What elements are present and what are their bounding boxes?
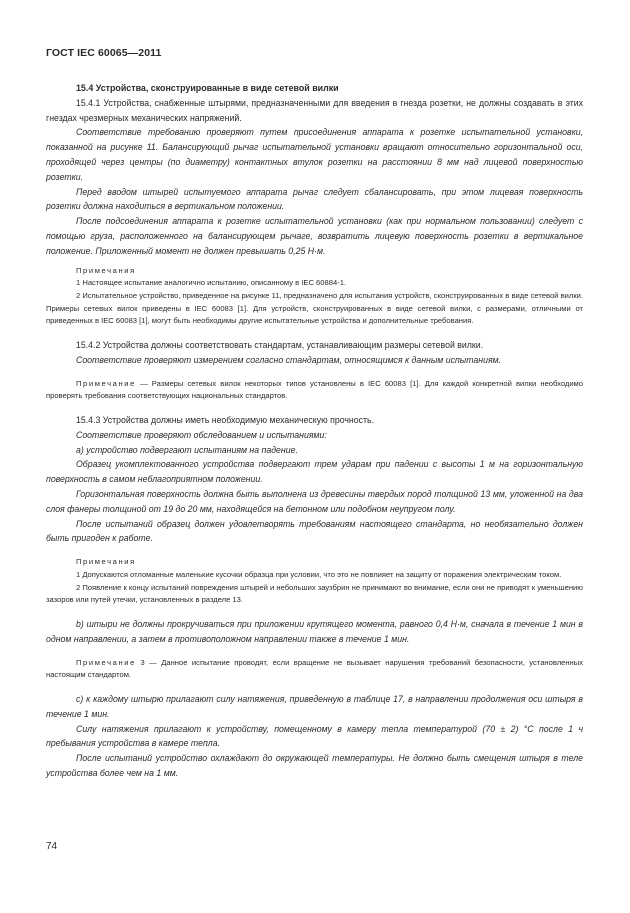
page-body xyxy=(46,81,583,781)
note xyxy=(46,657,583,682)
note: 1 Допускаются отломанные маленькие кусочки образца при условии, что это не повлияет на защиту от поражения электрическим током. xyxy=(76,569,562,579)
note-label: Примечание xyxy=(76,378,136,388)
paragraph: Горизонтальная поверхность должна быть выполнена из древесины твердых пород толщиной 13 мм, уложенной на два слоя фанеры толщиной от 19 до 20 мм, находящейся на бетонном или подобном неупругом полу. xyxy=(46,489,583,514)
section-title: 15.4 Устройства, сконструированные в виде сетевой вилки xyxy=(76,83,339,93)
paragraph: Соответствие проверяют измерением согласно стандартам, относящимся к данным испытаниям. xyxy=(76,354,502,365)
notes-title: Примечания xyxy=(76,557,136,567)
paragraph: с) к каждому штырю прилагают силу натяжения, приведенную в таблице 17, в направлении продолжения оси штыря в течение 1 мин. xyxy=(46,694,583,719)
paragraph: 15.4.1 Устройства, снабженные штырями, предназначенными для введения в гнезда розетки, не должны создавать в этих гнездах чрезмерных механических напряжений. xyxy=(46,97,583,123)
notes-title: Примечания xyxy=(76,265,136,275)
note xyxy=(46,378,583,403)
note: 2 Появление к концу испытаний повреждения штырей и небольших заузбрин не принимают во внимание, если они не приводят к уменьшению зазоров или путей утечки, установленных в разделе 13. xyxy=(46,582,583,605)
note: 1 Настоящее испытание аналогично испытанию, описанному в IEC 60884-1. xyxy=(76,278,347,288)
note-text: — Размеры сетевых вилок некоторых типов установлены в IEC 60083 [1]. Для каждой конкретной вилки необходимо проверять требования соответствующих национальных стандартов. xyxy=(46,378,583,401)
paragraph: Перед вводом штырей испытуемого аппарата рычаг следует сбалансировать, при этом лицевая поверхность розетки должна находиться в вертикальном положении. xyxy=(46,186,583,212)
paragraph: 15.4.3 Устройства должны иметь необходимую механическую прочность. xyxy=(76,415,374,426)
paragraph: Образец укомплектованного устройства подвергают трем ударам при падении с высоты 1 м на горизонтальную поверхность в самом неблагоприятном положении. xyxy=(46,459,583,485)
paragraph: После подсоединения аппарата к розетке испытательной установки (как при нормальном пользовании) следует с помощью груза, расположенного на балансирующем рычаге, возвратить лицевую поверхность розетки в вертикальное положение. Приложенный момент не должен превышать 0,25 Н·м. xyxy=(46,216,583,256)
note: 2 Испытательное устройство, приведенное на рисунке 11, предназначено для испытания устройств, сконструированных в виде сетевой вилки. Примеры сетевых вилок приведены в IEC 60083 [1]. Для устройств, сконструированных в виде сетевой вилки, с размерами, отличными от приведенных в IEC 60083 [1], могут быть необходимы другие испытательные устройства и дополнительные требования. xyxy=(46,290,583,326)
paragraph: Силу натяжения прилагают к устройству, помещенному в камеру тепла температурой (70 ± 2) °С после 1 ч пребывания устройства в камере тепла. xyxy=(46,723,583,749)
paragraph: После испытаний устройство охлаждают до окружающей температуры. Не должно быть смещения штыря в теле устройства более чем на 1 мм. xyxy=(46,753,583,779)
paragraph: b) штыри не должны прокручиваться при приложении крутящего момента, равного 0,4 Н·м, сначала в течение 1 мин в одном направлении, а затем в противоположном направлении также в течение 1 мин. xyxy=(46,619,583,644)
paragraph: Соответствие требованию проверяют путем присоединения аппарата к розетке испытательной установки, показанной на рисунке 11. Балансирующий рычаг испытательной установки вращают относительно горизонтальной оси, проходящей через центры (по диаметру) контактных втулок розетки на расстоянии 8 мм над лицевой поверхностью розетки. xyxy=(46,127,583,182)
note-text: 3 — Данное испытание проводят, если вращение не вызывает нарушения требований безопасности, установленных настоящим стандартом. xyxy=(46,657,583,680)
paragraph: После испытаний образец должен удовлетворять требованиям настоящего стандарта, но необязательно должен быть пригоден к работе. xyxy=(46,518,583,544)
paragraph: а) устройство подвергают испытаниям на падение. xyxy=(76,444,298,455)
document-header: ГОСТ IEC 60065—2011 xyxy=(46,47,162,59)
paragraph: Соответствие проверяют обследованием и испытаниями: xyxy=(76,429,327,440)
paragraph: 15.4.2 Устройства должны соответствовать стандартам, устанавливающим размеры сетевой вилки. xyxy=(76,340,484,351)
page-number: 74 xyxy=(46,841,58,852)
note-label: Примечание xyxy=(76,657,136,667)
